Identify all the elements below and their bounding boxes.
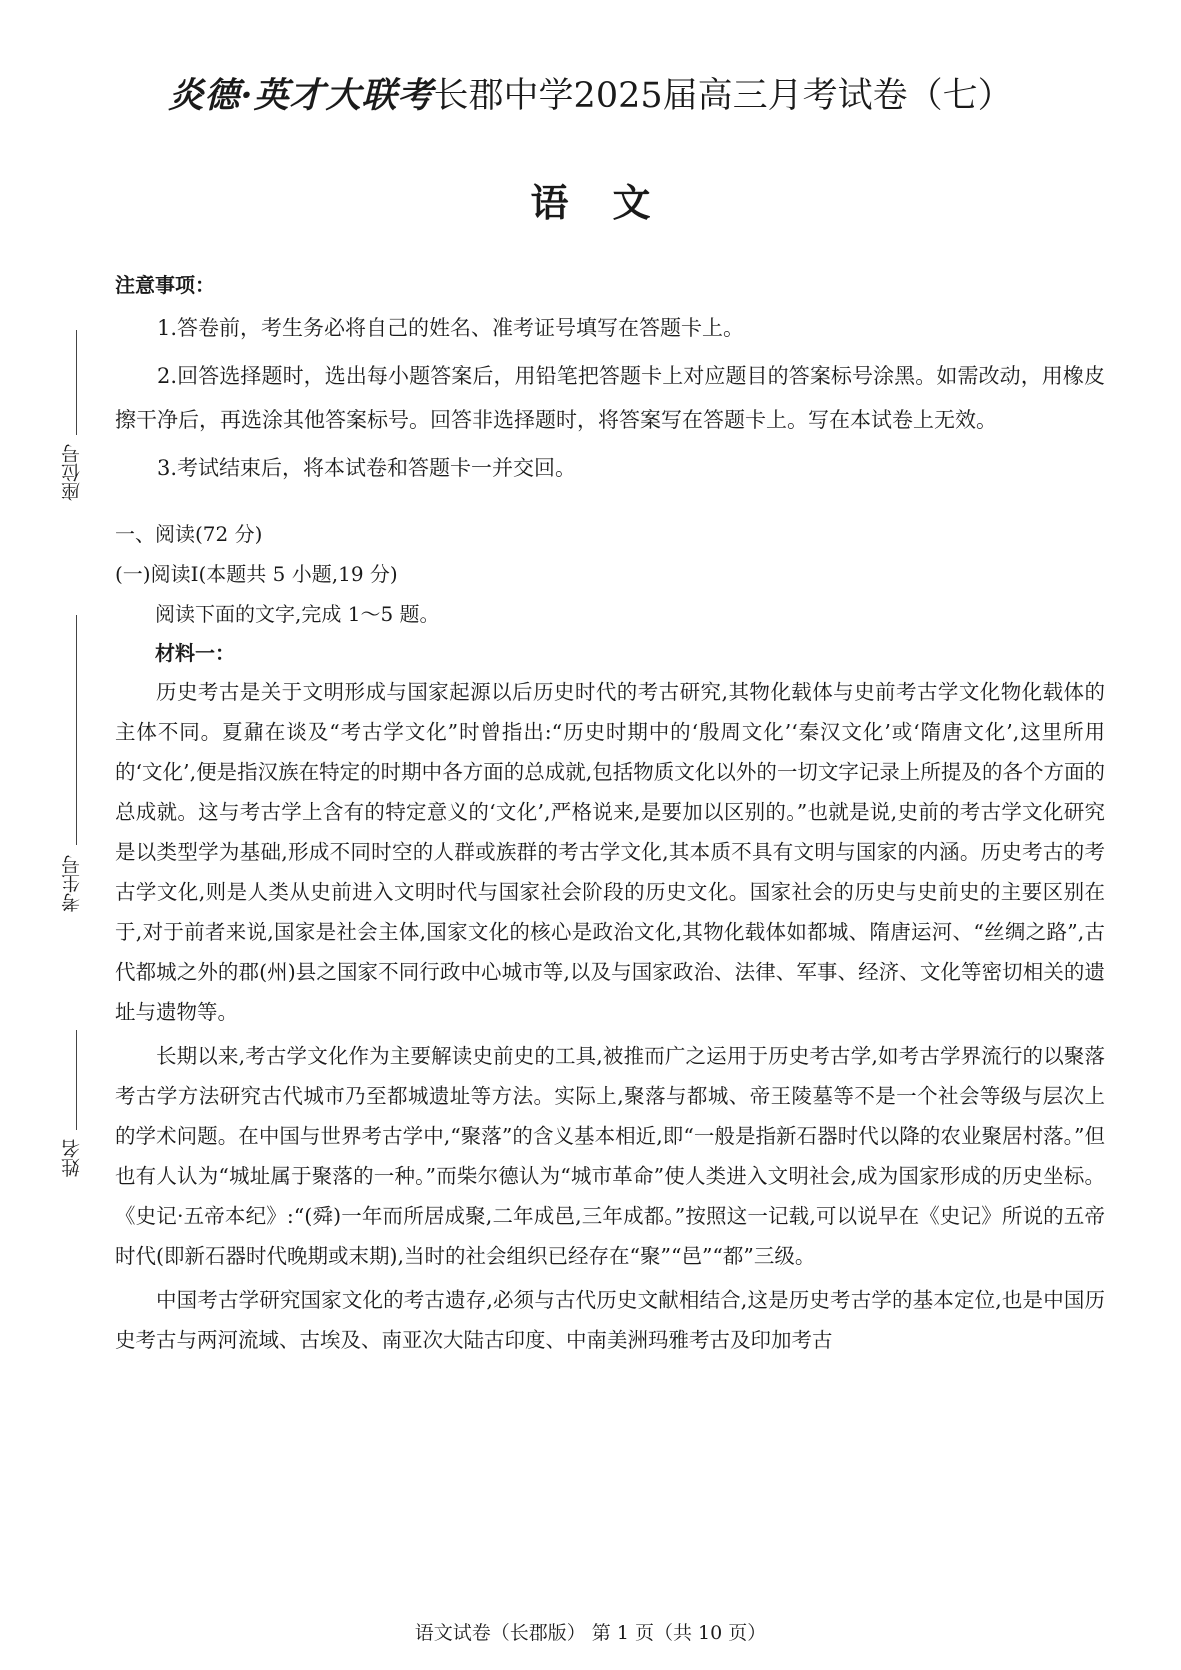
section-sub-heading: (一)阅读Ⅰ(本题共 5 小题,19 分) (115, 562, 398, 586)
notice-heading: 注意事项： (115, 273, 215, 297)
seat-number-field (62, 330, 92, 505)
exam-content (115, 272, 1105, 1364)
notice-item: 2.回答选择题时，选出每小题答案后，用铅笔把答题卡上对应题目的答案标号涂黑。如需改动，用橡皮擦干净后，再选涂其他答案标号。回答非选择题时，将答案写在答题卡上。写在本试卷上无效。 (115, 364, 1105, 432)
exam-number-label: 考生号 (61, 855, 83, 913)
reading-passage (115, 672, 1105, 1360)
exam-number-line (76, 615, 77, 845)
exam-title (0, 72, 1181, 120)
section-heading: 一、阅读(72 分) (115, 522, 263, 546)
exam-brand: 炎德·英才大联考 (168, 75, 434, 116)
passage-paragraph: 长期以来,考古学文化作为主要解读史前史的工具,被推而广之运用于历史考古学,如考古学界流行的以聚落考古学方法研究古代城市乃至都城遗址等方法。实际上,聚落与都城、帝王陵墓等不是一个社会等级与层次上的学术问题。在中国与世界考古学中,“聚落”的含义基本相近,即“一般是指新石器时代以降的农业聚居村落。”但也有人认为“城址属于聚落的一种。”而柴尔德认为“城市革命”使人类进入文明社会,成为国家形成的历史坐标。《史记·五帝本纪》:“(舜)一年而所居成聚,二年成邑,三年成都。”按照这一记载,可以说早在《史记》所说的五帝时代(即新石器时代晚期或末期),当时的社会组织已经存在“聚”“邑”“都”三级。 (115, 1044, 1105, 1268)
seat-number-label: 座位号 (61, 444, 83, 501)
name-line (76, 1030, 77, 1130)
seat-number-line (76, 330, 77, 435)
passage-paragraph: 中国考古学研究国家文化的考古遗存,必须与古代历史文献相结合,这是历史考古学的基本定位,也是中国历史考古与两河流域、古埃及、南亚次大陆古印度、中南美洲玛雅考古及印加考古 (115, 1288, 1105, 1352)
notice-list (115, 306, 1105, 490)
notice-item: 1.答卷前，考生务必将自己的姓名、准考证号填写在答题卡上。 (157, 316, 745, 340)
passage-paragraph: 历史考古是关于文明形成与国家起源以后历史时代的考古研究,其物化载体与史前考古学文化物化载体的主体不同。夏鼐在谈及“考古学文化”时曾指出:“历史时期中的‘殷周文化’‘秦汉文化’或‘隋唐文化’,这里所用的‘文化’,便是指汉族在特定的时期中各方面的总成就,包括物质文化以外的一切文字记录上所提及的各个方面的总成就。这与考古学上含有的特定意义的‘文化’,严格说来,是要加以区别的。”也就是说,史前的考古学文化研究是以类型学为基础,形成不同时空的人群或族群的考古学文化,其本质不具有文明与国家的内涵。历史考古的考古学文化,则是人类从史前进入文明时代与国家社会阶段的历史文化。国家社会的历史与史前史的主要区别在于,对于前者来说,国家是社会主体,国家文化的核心是政治文化,其物化载体如都城、隋唐运河、“丝绸之路”,古代都城之外的郡(州)县之国家不同行政中心城市等,以及与国家政治、法律、军事、经济、文化等密切相关的遗址与遗物等。 (115, 680, 1105, 1024)
page-footer: 语文试卷（长郡版） 第 1 页（共 10 页） (414, 1622, 767, 1644)
name-field (62, 1030, 92, 1180)
exam-title-text: 长郡中学2025届高三月考试卷（七） (433, 76, 1013, 116)
material-label: 材料一： (155, 641, 235, 665)
notice-item: 3.考试结束后，将本试卷和答题卡一并交回。 (157, 456, 577, 480)
name-label: 姓名 (61, 1139, 83, 1177)
exam-number-field (62, 615, 92, 915)
reading-instruction: 阅读下面的文字,完成 1～5 题。 (155, 602, 440, 626)
subject-title: 语文 (530, 181, 695, 225)
